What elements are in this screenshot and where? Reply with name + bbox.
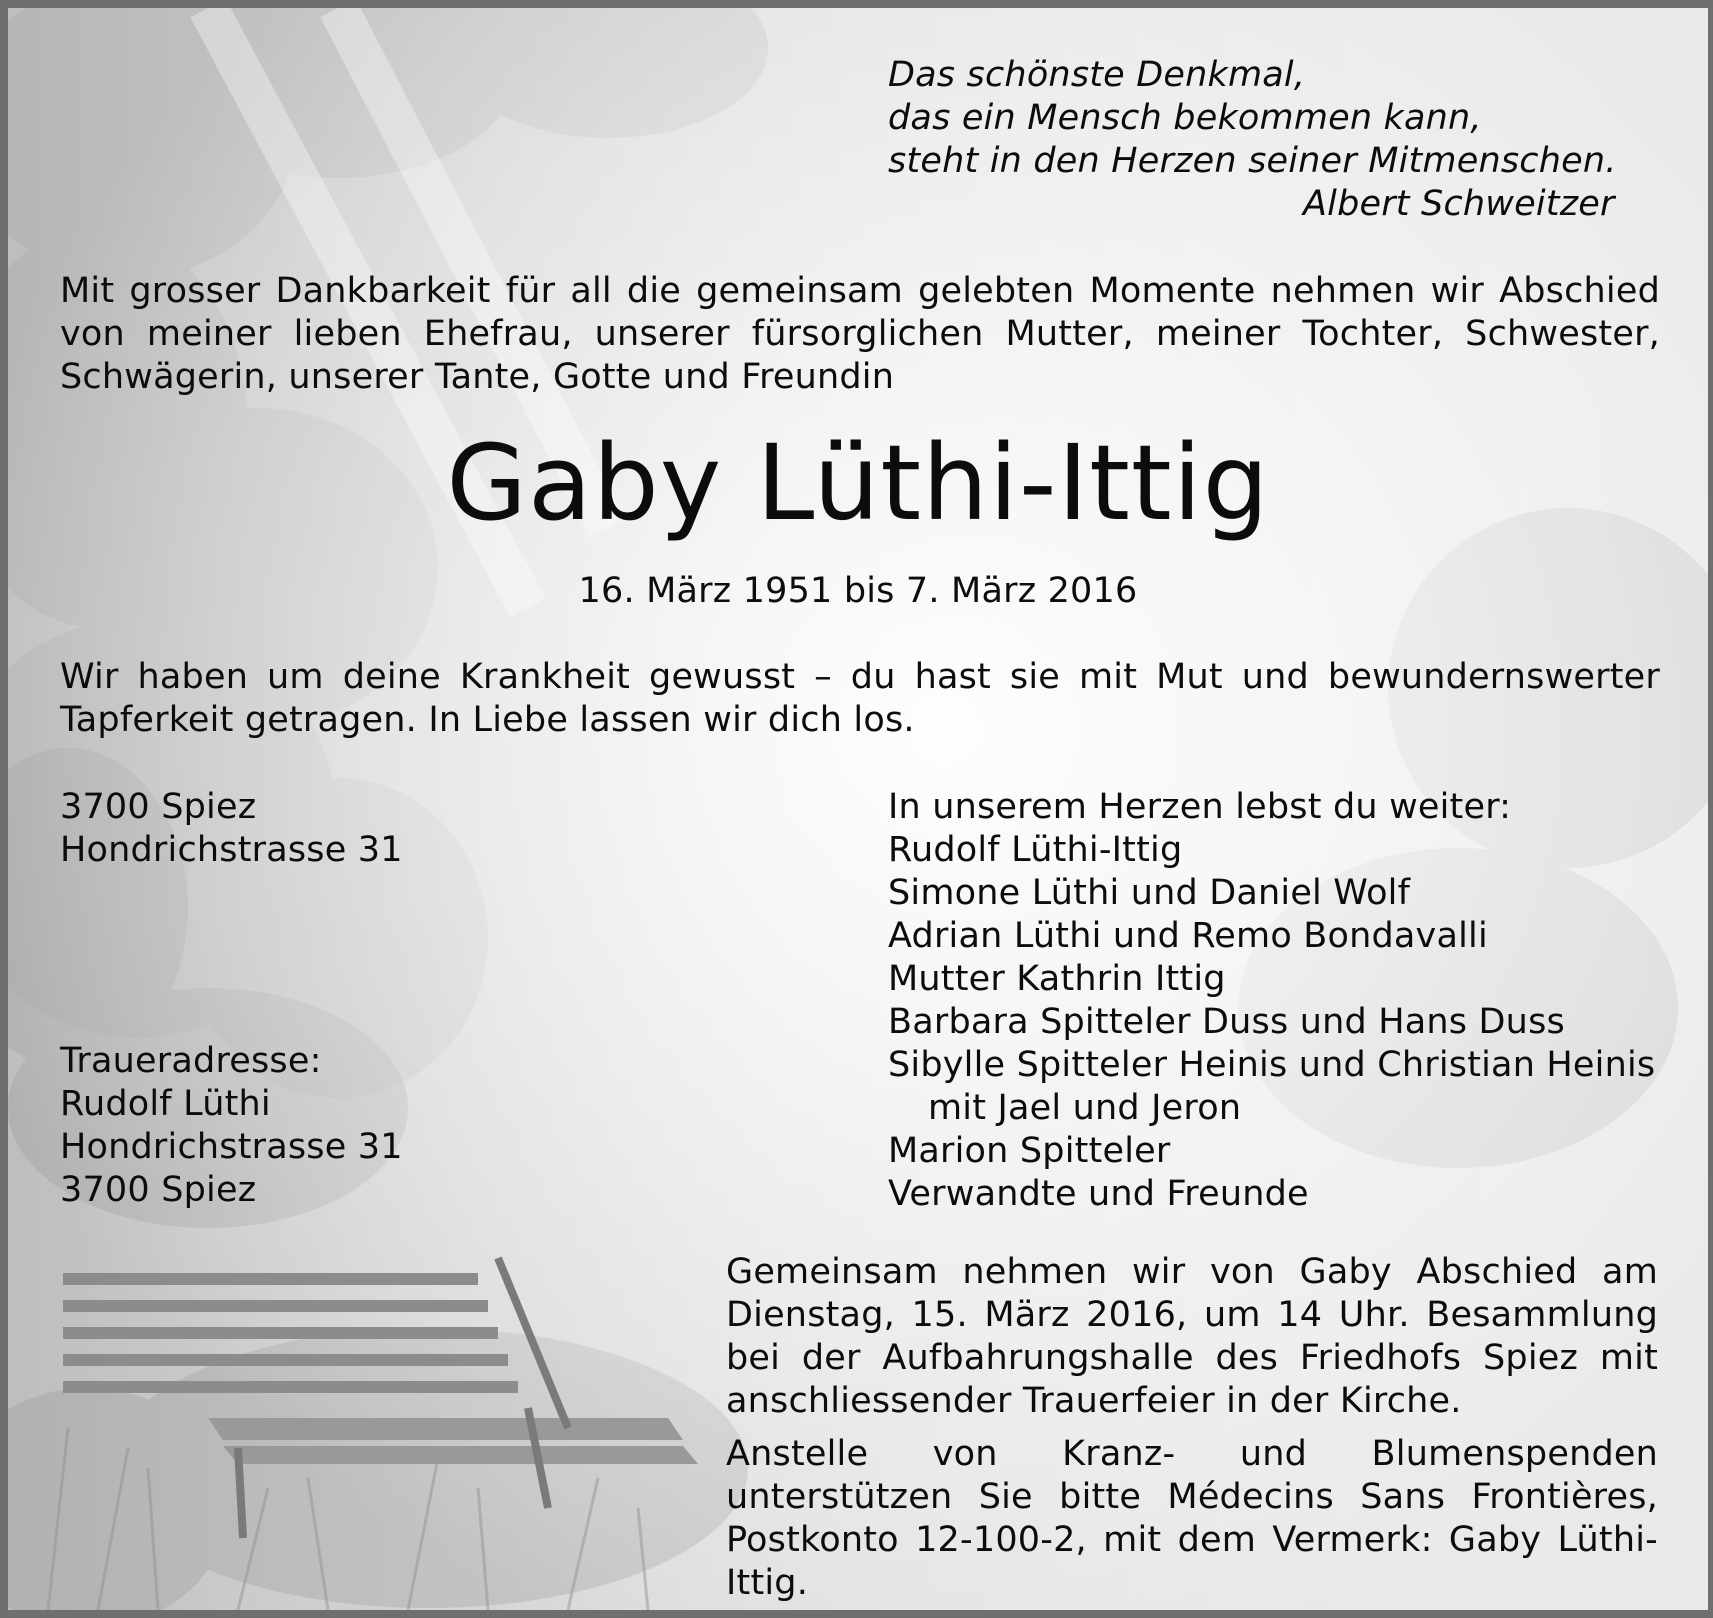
mourner-entry: Barbara Spitteler Duss und Hans Duss bbox=[888, 1002, 1565, 1042]
farewell-sentence: Wir haben um deine Krankheit gewusst – du hast sie mit Mut und bewundernswerter Tapferkeit getragen. In Liebe lassen wir dich los. bbox=[60, 657, 1660, 740]
donation-info: Anstelle von Kranz- und Blumenspenden unterstützen Sie bitte Médecins Sans Frontières, Postkonto 12-100-2, mit dem Vermerk: Gaby Lüthi-Ittig. bbox=[726, 1434, 1658, 1603]
address-line: Hondrichstrasse 31 bbox=[60, 1127, 403, 1167]
mourner-entry: Simone Lüthi und Daniel Wolf bbox=[888, 873, 1411, 913]
address-line: Hondrichstrasse 31 bbox=[60, 830, 403, 870]
mourner-entry: Rudolf Lüthi-Ittig bbox=[888, 830, 1183, 870]
mourning-address bbox=[60, 1040, 403, 1212]
quote-author: Albert Schweitzer bbox=[1303, 184, 1615, 224]
life-dates: 16. März 1951 bis 7. März 2016 bbox=[578, 571, 1138, 611]
address-line: 3700 Spiez bbox=[60, 787, 257, 827]
mourning-address-label: Traueradresse: bbox=[60, 1041, 322, 1081]
mourner-entry: mit Jael und Jeron bbox=[928, 1088, 1242, 1128]
address-line: 3700 Spiez bbox=[60, 1170, 257, 1210]
quote-line: steht in den Herzen seiner Mitmenschen. bbox=[888, 141, 1617, 181]
deceased-name: Gaby Lüthi-Ittig bbox=[446, 422, 1270, 544]
intro-paragraph: Mit grosser Dankbarkeit für all die gemeinsam gelebten Momente nehmen wir Abschied von meiner lieben Ehefrau, unserer fürsorglichen Mutter, meiner Tochter, Schwester, Schwägerin, unserer Tante, Gotte und Freundin bbox=[60, 271, 1660, 397]
mourners-heading: In unserem Herzen lebst du weiter: bbox=[888, 787, 1512, 827]
address-line: Rudolf Lüthi bbox=[60, 1084, 271, 1124]
mourner-entry: Verwandte und Freunde bbox=[888, 1174, 1309, 1214]
home-address bbox=[60, 786, 403, 872]
mourner-entry: Mutter Kathrin Ittig bbox=[888, 959, 1226, 999]
quote-line: das ein Mensch bekommen kann, bbox=[888, 98, 1482, 138]
mourner-entry: Marion Spitteler bbox=[888, 1131, 1171, 1171]
epigraph-quote bbox=[888, 54, 1648, 226]
mourner-entry: Adrian Lüthi und Remo Bondavalli bbox=[888, 916, 1488, 956]
obituary-notice bbox=[8, 8, 1708, 1610]
mourner-entry: Sibylle Spitteler Heinis und Christian Heinis bbox=[888, 1045, 1656, 1085]
ceremony-info: Gemeinsam nehmen wir von Gaby Abschied am Dienstag, 15. März 2016, um 14 Uhr. Besammlung bei der Aufbahrungshalle des Friedhofs Spiez mit anschliessender Trauerfeier in der Kirche. bbox=[726, 1252, 1658, 1421]
mourners-list bbox=[888, 786, 1655, 1216]
quote-line: Das schönste Denkmal, bbox=[888, 55, 1306, 95]
